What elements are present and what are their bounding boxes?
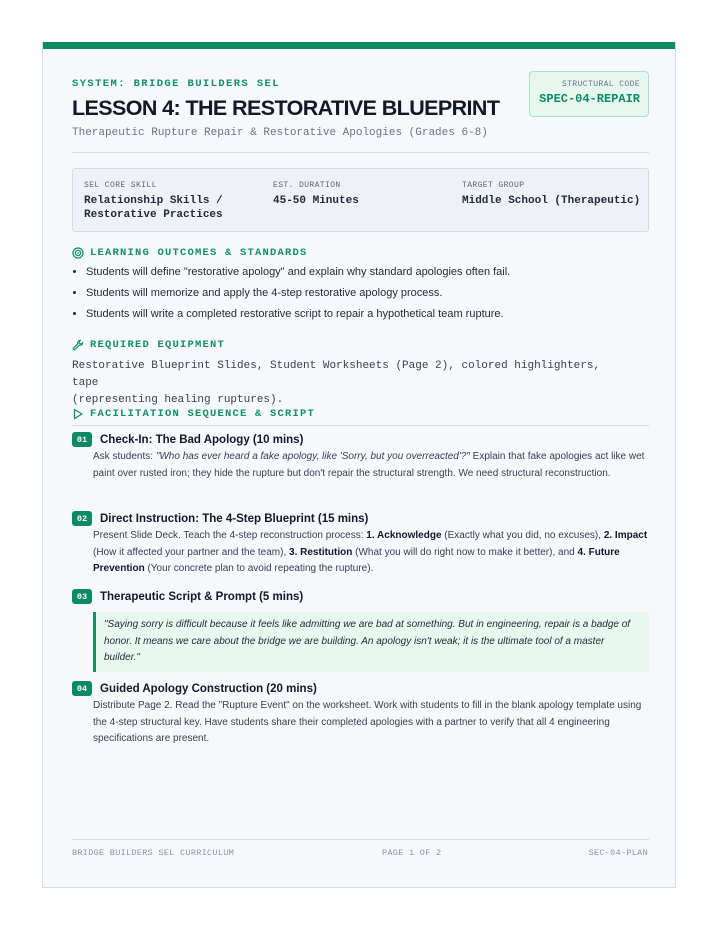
step-number-badge: 04 (72, 681, 92, 696)
lesson-page (42, 42, 676, 888)
outcomes-list (72, 266, 656, 329)
step-question: "Who has ever heard a fake apology, like 'Sorry, but you overreacted'?" (155, 451, 470, 462)
accent-bar (43, 42, 675, 49)
step-3 (72, 589, 649, 672)
equipment-heading (72, 339, 225, 351)
step-text: (Your concrete plan to avoid repeating the rupture). (144, 563, 374, 574)
step-key-term: 4. Future Prevention (93, 546, 620, 574)
step-text: (Exactly what you did, no excuses), (441, 530, 604, 541)
wrench-icon (72, 339, 84, 351)
footer-right: SEC-04-PLAN (588, 848, 648, 858)
outcomes-heading (72, 247, 308, 259)
step-header (72, 589, 649, 604)
info-duration (273, 181, 359, 208)
step-4 (72, 681, 649, 748)
structural-code-value: SPEC-04-REPAIR (539, 92, 640, 106)
equipment-line: Restorative Blueprint Slides, Student Worksheets (Page 2), colored highlighters, tape (72, 360, 601, 389)
sequence-divider (72, 425, 649, 426)
outcomes-heading-text: LEARNING OUTCOMES & STANDARDS (90, 247, 308, 259)
step-number-badge: 03 (72, 589, 92, 604)
step-key-term: 1. Acknowledge (366, 530, 442, 541)
structural-code-box (529, 71, 649, 117)
script-quote: "Saying sorry is difficult because it feels like admitting we are bad at something. But in engineering, repair is a badge of honor. It means we care about the bridge we are building. An apology isn't weak; it is the ultimate tool of a master builder." (93, 612, 649, 672)
footer-divider (72, 839, 649, 840)
step-body (93, 449, 649, 482)
step-title: Check-In: The Bad Apology (10 mins) (100, 433, 304, 446)
info-label: TARGET GROUP (462, 181, 525, 190)
system-label: SYSTEM: BRIDGE BUILDERS SEL (72, 78, 280, 90)
sequence-heading (72, 408, 315, 420)
step-number-badge: 02 (72, 511, 92, 526)
info-value (84, 194, 223, 222)
equipment-heading-text: REQUIRED EQUIPMENT (90, 339, 226, 351)
list-item: • Students will memorize and apply the 4-step restorative apology process. (86, 287, 656, 300)
structural-code-label: STRUCTURAL CODE (561, 80, 640, 89)
info-value: 45-50 Minutes (273, 195, 359, 207)
sequence-heading-text: FACILITATION SEQUENCE & SCRIPT (90, 408, 316, 420)
info-label: EST. DURATION (273, 181, 341, 190)
step-key-term: 2. Impact (603, 530, 648, 541)
step-header (72, 432, 649, 447)
list-item: • Students will write a completed restorative script to repair a hypothetical team rupture. (86, 308, 656, 321)
step-text: Present Slide Deck. Teach the 4-step reconstruction process: (93, 530, 367, 541)
lesson-info-box (72, 168, 649, 232)
target-icon (72, 247, 84, 259)
info-value-line: Restorative Practices (84, 209, 223, 221)
equipment-text (72, 358, 632, 409)
list-item: • Students will define "restorative apology" and explain why standard apologies often fail. (86, 266, 656, 279)
step-header (72, 511, 649, 526)
page-title: LESSON 4: THE RESTORATIVE BLUEPRINT (72, 96, 500, 120)
info-label: SEL CORE SKILL (84, 181, 157, 190)
footer-page-number: PAGE 1 OF 2 (382, 848, 442, 858)
step-body: Distribute Page 2. Read the "Rupture Event" on the worksheet. Work with students to fill in the blank apology template using the 4-step structural key. Have students share their completed apologies with a partner to verify that all 4 engineering specifications are present. (93, 700, 642, 744)
info-sel-skill (84, 181, 223, 222)
info-target-group (462, 181, 640, 208)
page-subtitle: Therapeutic Rupture Repair & Restorative Apologies (Grades 6-8) (72, 127, 488, 139)
header-divider (72, 152, 649, 153)
step-title: Guided Apology Construction (20 mins) (100, 682, 317, 695)
step-text: (What you will do right now to make it better), and (352, 546, 578, 558)
step-text: (How it affected your partner and the team), (93, 546, 290, 558)
info-value: Middle School (Therapeutic) (462, 195, 641, 207)
step-title: Therapeutic Script & Prompt (5 mins) (100, 590, 304, 603)
step-key-term: 3. Restitution (289, 546, 353, 558)
step-text: Explain that fake apologies act like wet paint over rusted iron; they hide the rupture but don't repair the structural strength. We need structural reconstruction. (93, 451, 645, 479)
step-title: Direct Instruction: The 4-Step Blueprint (15 mins) (100, 512, 369, 525)
info-value-line: Relationship Skills / (84, 195, 223, 207)
footer-left: BRIDGE BUILDERS SEL CURRICULUM (72, 848, 235, 858)
equipment-line: (representing healing ruptures). (72, 394, 284, 406)
step-2 (72, 511, 649, 578)
step-number-badge: 01 (72, 432, 92, 447)
step-text: Ask students: (93, 451, 156, 462)
play-icon (72, 408, 84, 420)
step-1 (72, 432, 649, 482)
step-body (93, 528, 649, 578)
step-header (72, 681, 649, 696)
